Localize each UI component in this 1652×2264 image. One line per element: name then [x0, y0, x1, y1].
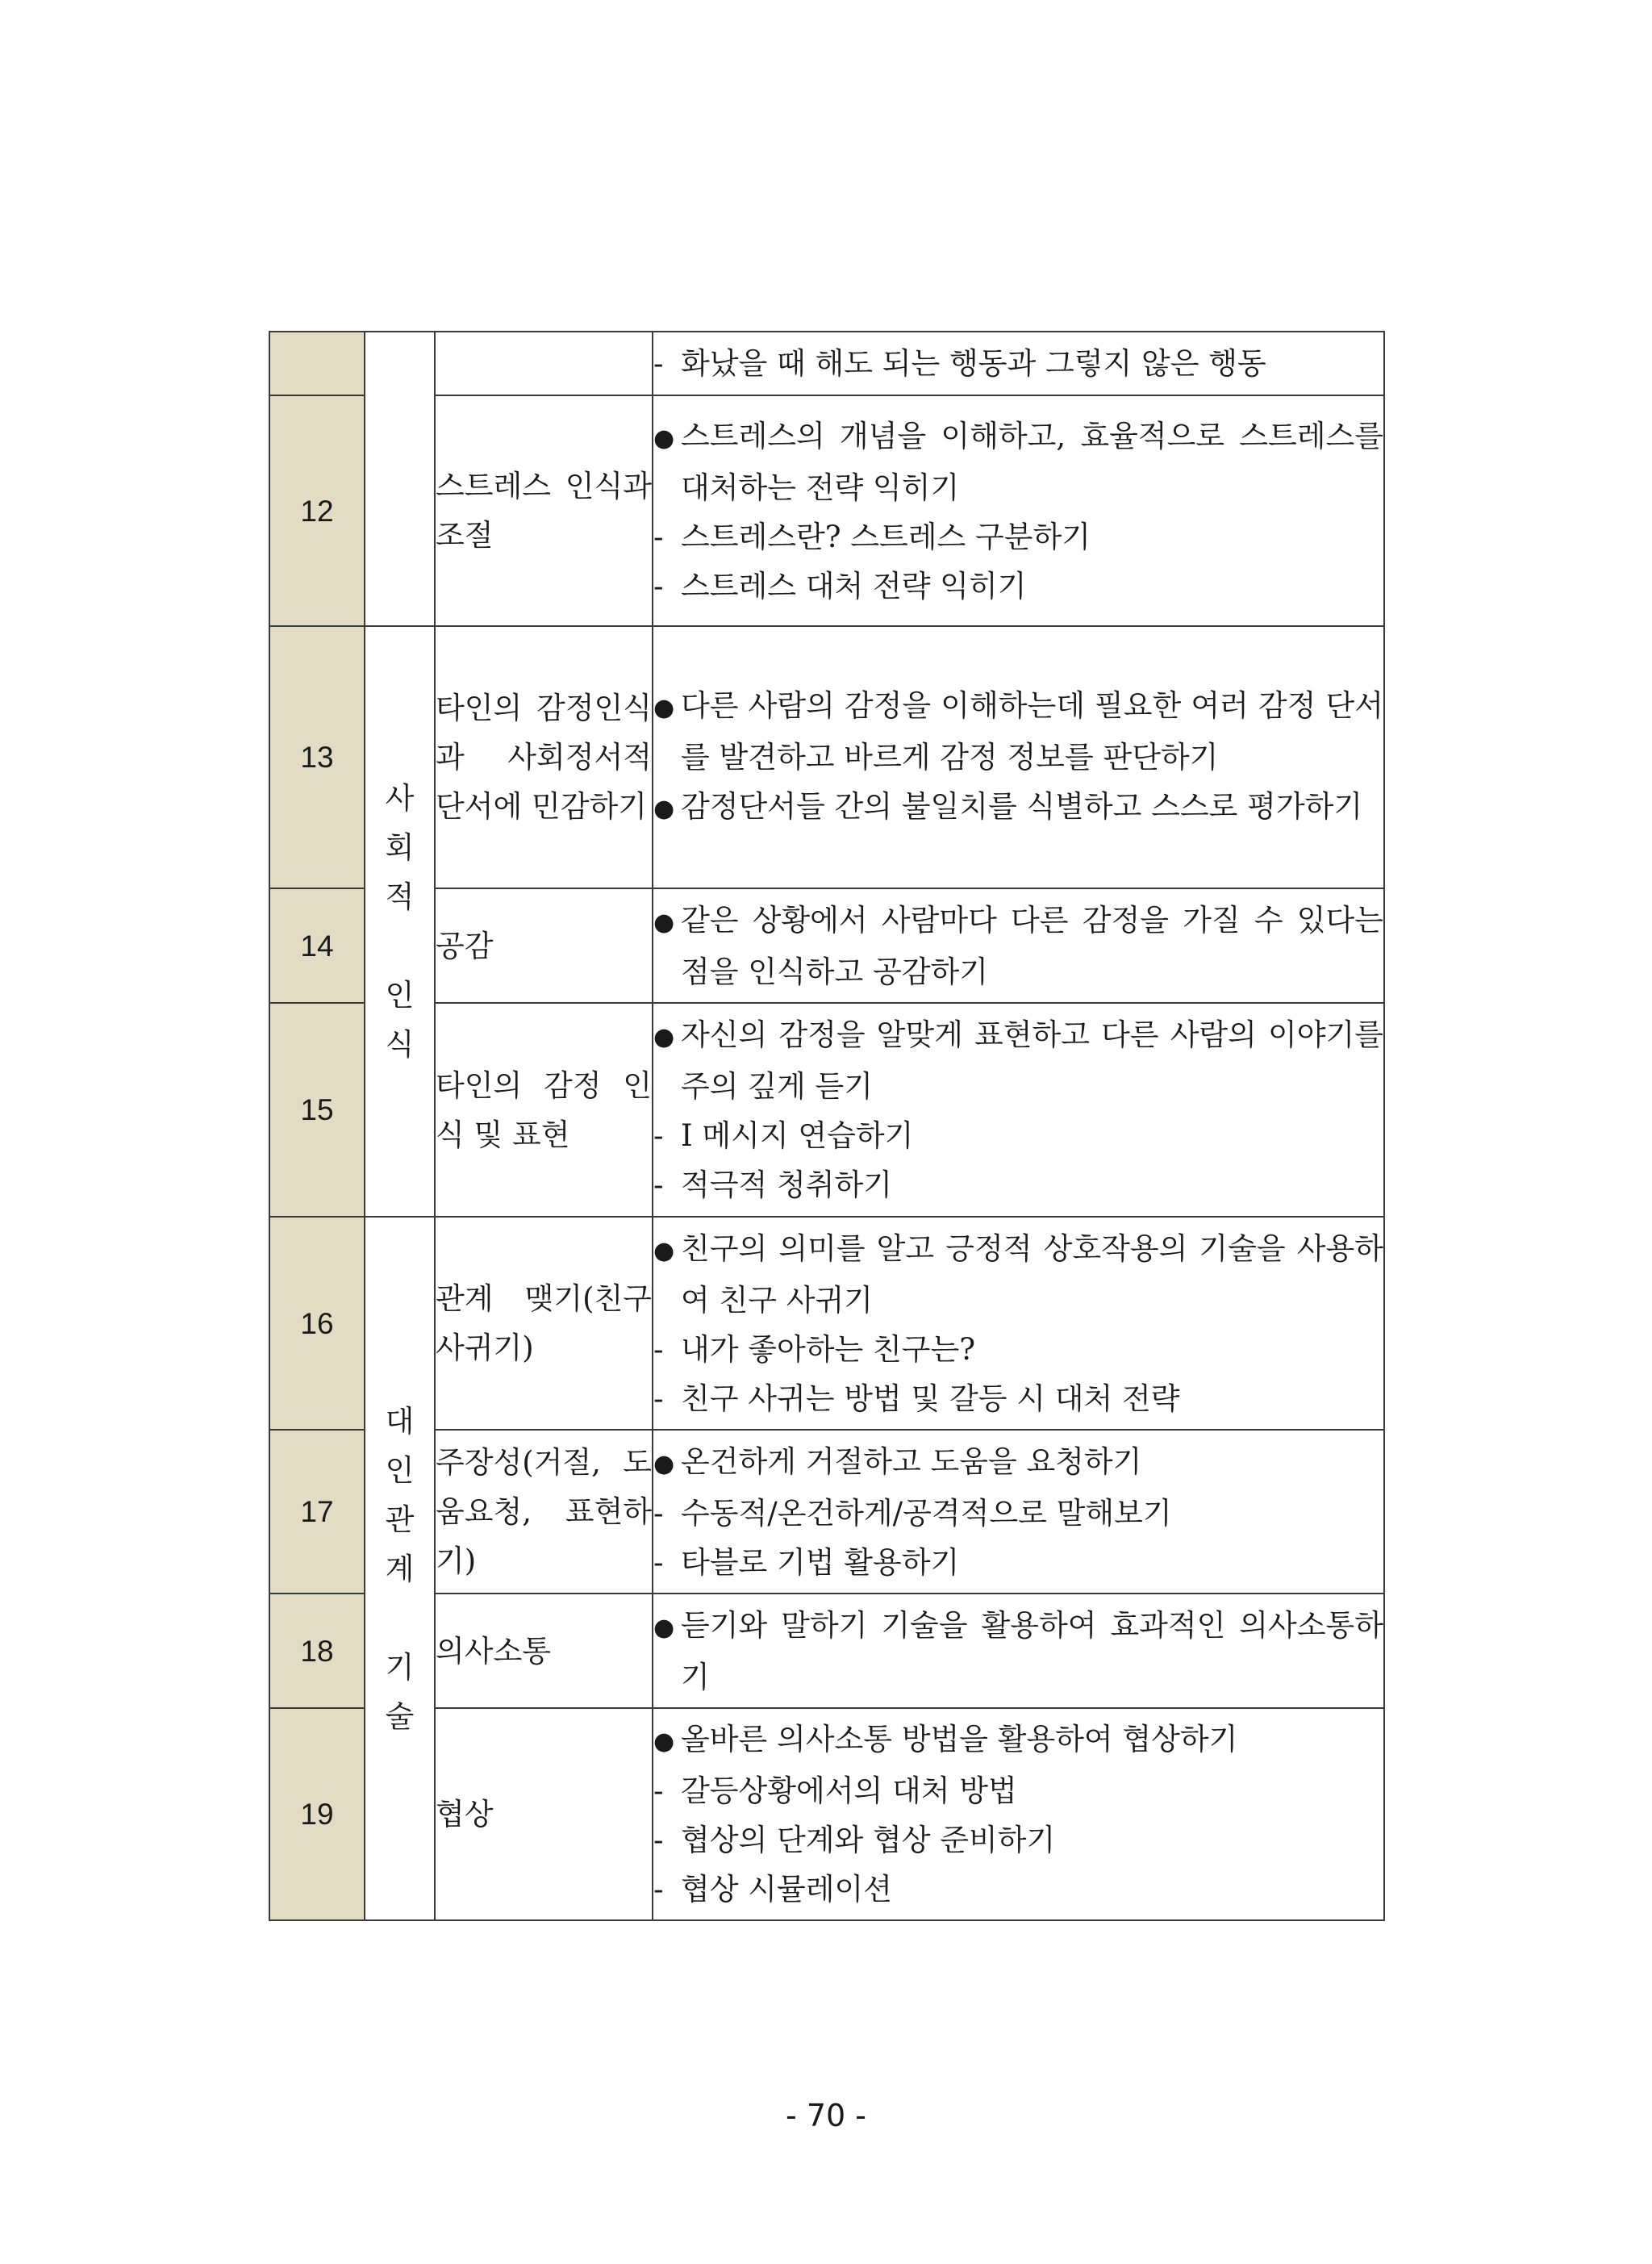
session-number: 13	[269, 626, 365, 888]
content-bullet: ● 스트레스의 개념을 이해하고, 효율적으로 스트레스를 대처하는 전략 익히기	[653, 411, 1383, 512]
content-item: - 갈등상황에서의 대처 방법	[653, 1766, 1383, 1815]
content-bullet: ● 다른 사람의 감정을 이해하는데 필요한 여러 감정 단서를 발견하고 바르게 감정 정보를 판단하기	[653, 681, 1383, 782]
page-number: - 70 -	[786, 2098, 866, 2133]
table-row	[269, 395, 1384, 626]
curriculum-table	[269, 331, 1385, 1921]
session-number: 15	[269, 1003, 365, 1217]
topic-cell: 주장성(거절, 도움요청, 표현하기)	[435, 1430, 653, 1594]
content-item: - 스트레스란? 스트레스 구분하기	[653, 512, 1383, 562]
session-number: 12	[269, 395, 365, 626]
content-bullet: ● 듣기와 말하기 기술을 활용하여 효과적인 의사소통하기	[653, 1601, 1383, 1702]
topic-cell: 타인의 감정 인식 및 표현	[435, 1003, 653, 1217]
session-number: 18	[269, 1594, 365, 1708]
topic-cell: 관계 맺기(친구 사귀기)	[435, 1217, 653, 1430]
content-item: - I 메시지 연습하기	[653, 1111, 1383, 1160]
content-cell	[653, 1594, 1384, 1708]
content-item: - 타블로 기법 활용하기	[653, 1538, 1383, 1587]
content-item: - 화났을 때 해도 되는 행동과 그렇지 않은 행동	[653, 339, 1383, 388]
content-cell	[653, 332, 1384, 395]
table-row	[269, 1594, 1384, 1708]
content-item: - 협상의 단계와 협상 준비하기	[653, 1815, 1383, 1865]
content-bullet: ● 자신의 감정을 알맞게 표현하고 다른 사람의 이야기를 주의 깊게 듣기	[653, 1010, 1383, 1111]
table-row	[269, 888, 1384, 1003]
content-item: - 스트레스 대처 전략 익히기	[653, 562, 1383, 611]
table-row	[269, 1003, 1384, 1217]
session-number-cell	[269, 332, 365, 395]
table-row	[269, 332, 1384, 395]
session-number: 17	[269, 1430, 365, 1594]
table-row	[269, 626, 1384, 888]
content-item: - 내가 좋아하는 친구는?	[653, 1325, 1383, 1374]
content-item: - 수동적/온건하게/공격적으로 말해보기	[653, 1489, 1383, 1538]
content-bullet: ● 감정단서들 간의 불일치를 식별하고 스스로 평가하기	[653, 782, 1383, 833]
session-number: 19	[269, 1708, 365, 1920]
content-bullet: ● 온건하게 거절하고 도움을 요청하기	[653, 1437, 1383, 1489]
topic-cell: 협상	[435, 1708, 653, 1920]
topic-cell	[435, 332, 653, 395]
table-row	[269, 1217, 1384, 1430]
content-bullet: ● 친구의 의미를 알고 긍정적 상호작용의 기술을 사용하여 친구 사귀기	[653, 1224, 1383, 1325]
content-item: - 협상 시뮬레이션	[653, 1865, 1383, 1914]
topic-cell: 스트레스 인식과 조절	[435, 395, 653, 626]
content-bullet: ● 올바른 의사소통 방법을 활용하여 협상하기	[653, 1715, 1383, 1766]
content-cell	[653, 1430, 1384, 1594]
content-cell	[653, 1003, 1384, 1217]
topic-cell: 공감	[435, 888, 653, 1003]
session-number: 14	[269, 888, 365, 1003]
content-item: - 적극적 청취하기	[653, 1160, 1383, 1209]
content-cell	[653, 1217, 1384, 1430]
content-item: - 친구 사귀는 방법 및 갈등 시 대처 전략	[653, 1374, 1383, 1423]
topic-cell: 타인의 감정인식과 사회정서적 단서에 민감하기	[435, 626, 653, 888]
category-interpersonal-skills: 대 인 관 계 기 술	[365, 1217, 435, 1920]
table-row	[269, 1430, 1384, 1594]
category-cell	[365, 332, 435, 626]
table-row	[269, 1708, 1384, 1920]
topic-cell: 의사소통	[435, 1594, 653, 1708]
content-cell	[653, 395, 1384, 626]
content-cell	[653, 626, 1384, 888]
session-number: 16	[269, 1217, 365, 1430]
content-cell	[653, 1708, 1384, 1920]
content-bullet: ● 같은 상황에서 사람마다 다른 감정을 가질 수 있다는 점을 인식하고 공감하기	[653, 896, 1383, 996]
category-social-awareness: 사 회 적 인 식	[365, 626, 435, 1217]
content-cell	[653, 888, 1384, 1003]
